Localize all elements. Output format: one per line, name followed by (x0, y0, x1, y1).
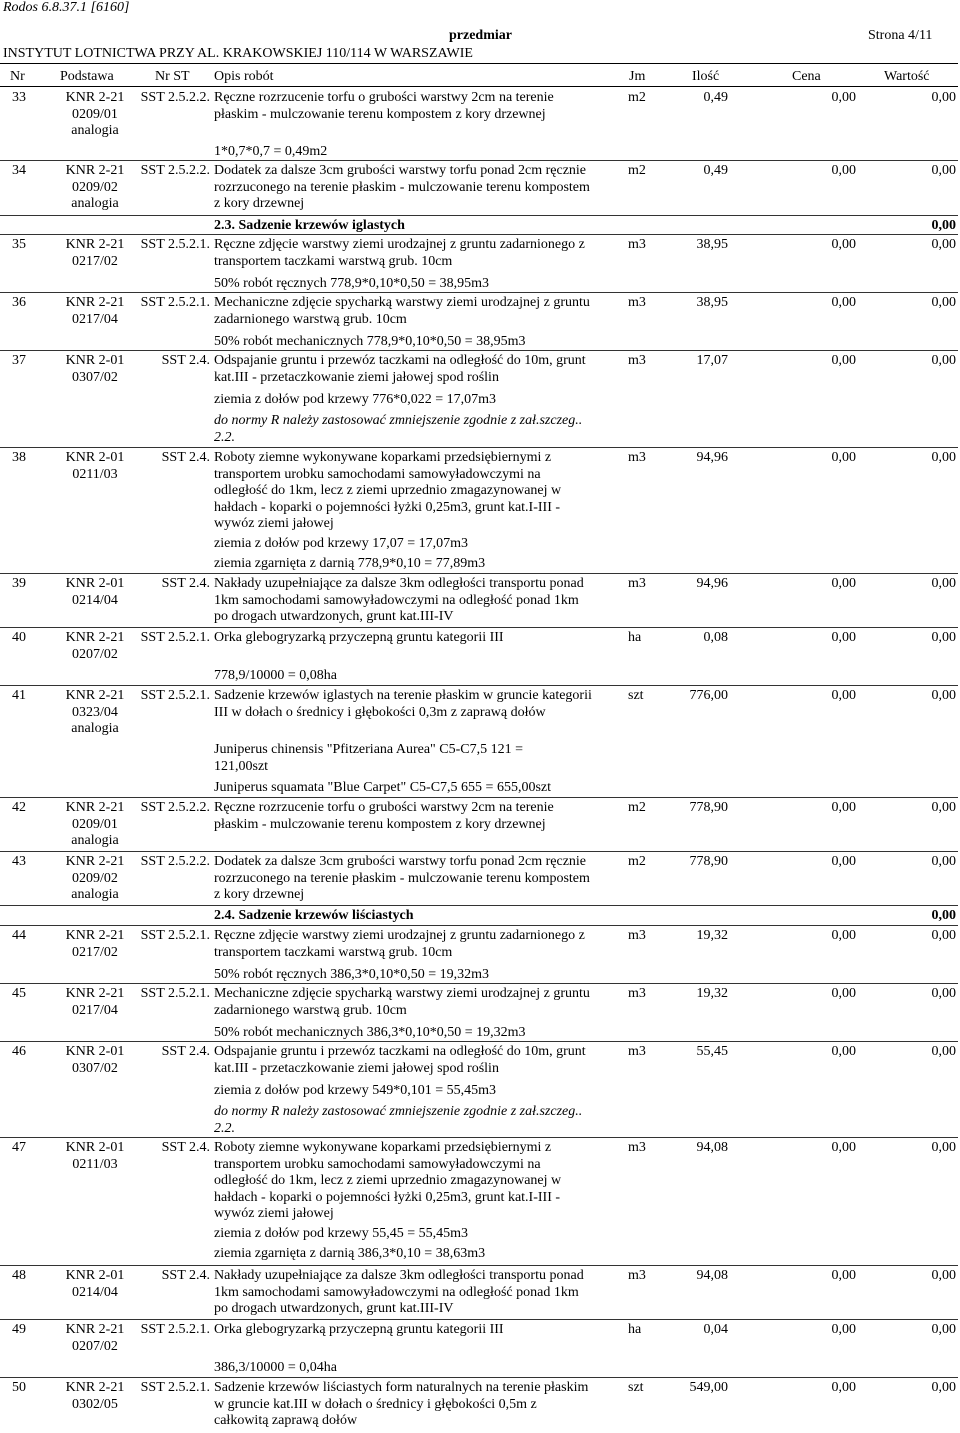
description-line: Dodatek za dalsze 3cm grubości warstwy torfu ponad 2cm ręcznie (214, 163, 587, 178)
quantity: 94,08 (696, 1140, 728, 1155)
col-wartosc: Wartość (884, 69, 930, 84)
value: 0,00 (931, 688, 956, 703)
basis-line: KNR 2-01 (65, 450, 125, 465)
item-number: 40 (12, 630, 26, 645)
description-line: Mechaniczne zdjęcie spycharką warstwy ziemi urodzajnej z gruntu (214, 295, 590, 310)
item-number: 37 (12, 353, 26, 368)
unit-price: 0,00 (831, 1268, 856, 1283)
basis-line: KNR 2-21 (65, 688, 125, 703)
norm-note-line: 2.2. (214, 1120, 235, 1136)
basis-line: KNR 2-21 (65, 90, 125, 105)
description-line: w gruncie kat.III w dołach o średnicy i głębokości 0,5m z (214, 1396, 537, 1412)
basis-line: 0307/02 (72, 369, 118, 385)
description-line: wywóz ziemi jałowej (214, 1206, 334, 1222)
description-line: zadarnionego warstwą grub. 10cm (214, 311, 407, 327)
quantity: 549,00 (689, 1380, 728, 1395)
description-line: po drogach utwardzonych, grunt kat.III-IV (214, 1301, 454, 1317)
value: 0,00 (931, 450, 956, 465)
value: 0,00 (931, 353, 956, 368)
spec-code: SST 2.5.2.2. (140, 854, 210, 869)
unit: m2 (628, 163, 646, 178)
row-divider (0, 1137, 958, 1138)
spec-code: SST 2.4. (161, 576, 210, 591)
unit: m3 (628, 576, 646, 591)
unit: m3 (628, 295, 646, 310)
spec-code: SST 2.5.2.1. (140, 928, 210, 943)
value: 0,00 (931, 630, 956, 645)
app-version: Rodos 6.8.37.1 [6160] (3, 0, 130, 15)
section-divider (0, 215, 958, 216)
description-line: transportem urobku samochodami samowyładowczymi na (214, 1156, 541, 1172)
quantity: 55,45 (696, 1044, 728, 1059)
unit: m3 (628, 353, 646, 368)
page-number: Strona 4/11 (868, 28, 933, 43)
unit: szt (628, 688, 644, 703)
unit-price: 0,00 (831, 1140, 856, 1155)
unit-price: 0,00 (831, 163, 856, 178)
quantity: 778,90 (689, 800, 728, 815)
description-line: hałdach - koparki o pojemności łyżki 0,25m3, grunt kat.I-III - (214, 499, 561, 515)
value: 0,00 (931, 1044, 956, 1059)
basis-line: 0207/02 (72, 1338, 118, 1354)
basis-line: analogia (71, 123, 119, 139)
calculation-line: ziemia z dołów pod krzewy 55,45 = 55,45m3 (214, 1226, 469, 1241)
quantity: 94,96 (696, 576, 728, 591)
unit-price: 0,00 (831, 353, 856, 368)
row-divider (0, 447, 958, 448)
row-divider (0, 685, 958, 686)
header-divider (0, 63, 958, 64)
description-line: wywóz ziemi jałowej (214, 516, 334, 532)
item-number: 48 (12, 1268, 26, 1283)
col-opis: Opis robót (214, 69, 274, 84)
basis-line: 0207/02 (72, 646, 118, 662)
description-line: Ręczne zdjęcie warstwy ziemi urodzajnej z gruntu zadarnionego z (214, 928, 585, 943)
description-line: transportem taczkami warstwą grub. 10cm (214, 944, 453, 960)
quantity: 0,49 (703, 163, 728, 178)
value: 0,00 (931, 1268, 956, 1283)
item-number: 44 (12, 928, 26, 943)
description-line: Orka glebogryzarką przyczepną gruntu kategorii III (214, 630, 504, 645)
description-line: z kory drzewnej (214, 196, 305, 212)
basis-line: 0217/04 (72, 311, 118, 327)
value: 0,00 (931, 1322, 956, 1337)
value: 0,00 (931, 237, 956, 252)
description-line: Dodatek za dalsze 3cm grubości warstwy torfu ponad 2cm ręcznie (214, 854, 587, 869)
basis-line: 0209/01 (72, 106, 118, 122)
unit: m2 (628, 854, 646, 869)
row-divider (0, 1377, 958, 1378)
calculation-line: ziemia z dołów pod krzewy 549*0,101 = 55,45m3 (214, 1083, 497, 1098)
basis-line: 0214/04 (72, 592, 118, 608)
spec-code: SST 2.4. (161, 1044, 210, 1059)
description-line: 1km samochodami samowyładowczymi na odległość ponad 1km (214, 592, 579, 608)
calculation-line: 50% robót mechanicznych 778,9*0,10*0,50 = 38,95m3 (214, 334, 526, 349)
description-line: Odspajanie gruntu i przewóz taczkami na odległość do 10m, grunt (214, 1044, 586, 1059)
institution-name: INSTYTUT LOTNICTWA PRZY AL. KRAKOWSKIEJ 110/114 W WARSZAWIE (3, 46, 473, 61)
spec-code: SST 2.5.2.1. (140, 295, 210, 310)
row-divider (0, 925, 958, 926)
row-divider (0, 160, 958, 161)
unit-price: 0,00 (831, 688, 856, 703)
calculation-line: ziemia zgarnięta z darnią 778,9*0,10 = 77,89m3 (214, 556, 486, 571)
calculation-line: 386,3/10000 = 0,04ha (214, 1360, 337, 1375)
unit-price: 0,00 (831, 1380, 856, 1395)
description-line: Ręczne rozrzucenie torfu o grubości warstwy 2cm na terenie (214, 90, 554, 105)
section-heading: 2.3. Sadzenie krzewów iglastych (214, 218, 405, 233)
basis-line: 0209/02 (72, 179, 118, 195)
description-line: odległość do 1km, lecz z ziemi uprzednio zmagazynowanej w (214, 1173, 562, 1189)
quantity: 778,90 (689, 854, 728, 869)
spec-code: SST 2.4. (161, 1268, 210, 1283)
description-line: transportem taczkami warstwą grub. 10cm (214, 253, 453, 269)
basis-line: 0217/02 (72, 253, 118, 269)
value: 0,00 (931, 1380, 956, 1395)
basis-line: KNR 2-21 (65, 800, 125, 815)
unit: m3 (628, 237, 646, 252)
basis-line: KNR 2-21 (65, 854, 125, 869)
spec-code: SST 2.5.2.2. (140, 90, 210, 105)
unit-price: 0,00 (831, 928, 856, 943)
calculation-line: Juniperus squamata "Blue Carpet" C5-C7,5 655 = 655,00szt (214, 780, 552, 795)
basis-line: KNR 2-21 (65, 1322, 125, 1337)
basis-line: 0302/05 (72, 1396, 118, 1412)
value: 0,00 (931, 90, 956, 105)
unit: m3 (628, 928, 646, 943)
quantity: 94,96 (696, 450, 728, 465)
description-line: rozrzuconego na terenie płaskim - mulczowanie terenu kompostem (214, 870, 590, 886)
unit-price: 0,00 (831, 800, 856, 815)
section-value: 0,00 (931, 908, 956, 923)
value: 0,00 (931, 928, 956, 943)
basis-line: KNR 2-21 (65, 986, 125, 1001)
basis-line: analogia (71, 833, 119, 849)
document-title: przedmiar (449, 28, 512, 43)
description-line: Mechaniczne zdjęcie spycharką warstwy ziemi urodzajnej z gruntu (214, 986, 590, 1001)
spec-code: SST 2.5.2.1. (140, 1322, 210, 1337)
quantity: 38,95 (696, 295, 728, 310)
description-line: po drogach utwardzonych, grunt kat.III-IV (214, 609, 454, 625)
spec-code: SST 2.4. (161, 450, 210, 465)
spec-code: SST 2.5.2.1. (140, 1380, 210, 1395)
norm-note-line: 2.2. (214, 429, 235, 445)
calculation-line: 121,00szt (214, 758, 269, 774)
unit: m3 (628, 986, 646, 1001)
basis-line: 0323/04 (72, 704, 118, 720)
quantity: 0,49 (703, 90, 728, 105)
calculation-line: 50% robót ręcznych 386,3*0,10*0,50 = 19,32m3 (214, 967, 490, 982)
row-divider (0, 292, 958, 293)
description-line: Ręczne zdjęcie warstwy ziemi urodzajnej z gruntu zadarnionego z (214, 237, 585, 252)
basis-line: KNR 2-21 (65, 163, 125, 178)
item-number: 43 (12, 854, 26, 869)
unit: szt (628, 1380, 644, 1395)
row-divider (0, 797, 958, 798)
description-line: odległość do 1km, lecz z ziemi uprzednio zmagazynowanej w (214, 483, 562, 499)
row-divider (0, 1265, 958, 1266)
section-heading: 2.4. Sadzenie krzewów liściastych (214, 908, 414, 923)
unit-price: 0,00 (831, 90, 856, 105)
col-ilosc: Ilość (692, 69, 720, 84)
item-number: 46 (12, 1044, 26, 1059)
calculation-line: ziemia z dołów pod krzewy 17,07 = 17,07m3 (214, 536, 469, 551)
unit: m3 (628, 1268, 646, 1283)
col-podstawa: Podstawa (60, 69, 114, 84)
calculation-line: ziemia z dołów pod krzewy 776*0,022 = 17,07m3 (214, 392, 497, 407)
basis-line: KNR 2-21 (65, 630, 125, 645)
spec-code: SST 2.5.2.1. (140, 630, 210, 645)
basis-line: KNR 2-01 (65, 1044, 125, 1059)
value: 0,00 (931, 163, 956, 178)
col-cena: Cena (792, 69, 821, 84)
row-divider (0, 234, 958, 235)
basis-line: 0209/02 (72, 870, 118, 886)
unit-price: 0,00 (831, 1044, 856, 1059)
row-divider (0, 573, 958, 574)
quantity: 38,95 (696, 237, 728, 252)
item-number: 50 (12, 1380, 26, 1395)
row-divider (0, 1041, 958, 1042)
item-number: 49 (12, 1322, 26, 1337)
section-value: 0,00 (931, 218, 956, 233)
unit-price: 0,00 (831, 237, 856, 252)
unit-price: 0,00 (831, 854, 856, 869)
basis-line: KNR 2-21 (65, 928, 125, 943)
columns-divider (0, 86, 958, 87)
item-number: 35 (12, 237, 26, 252)
item-number: 34 (12, 163, 26, 178)
description-line: całkowitą zaprawą dołów (214, 1413, 358, 1429)
description-line: z kory drzewnej (214, 887, 305, 903)
description-line: Nakłady uzupełniające za dalsze 3km odległości transportu ponad (214, 1268, 584, 1283)
unit-price: 0,00 (831, 576, 856, 591)
unit-price: 0,00 (831, 295, 856, 310)
basis-line: 0211/03 (72, 466, 118, 482)
basis-line: analogia (71, 721, 119, 737)
calculation-line: Juniperus chinensis "Pfitzeriana Aurea" C5-C7,5 121 = (214, 742, 523, 757)
spec-code: SST 2.4. (161, 1140, 210, 1155)
unit-price: 0,00 (831, 450, 856, 465)
description-line: Orka glebogryzarką przyczepną gruntu kategorii III (214, 1322, 504, 1337)
row-divider (0, 983, 958, 984)
spec-code: SST 2.5.2.1. (140, 688, 210, 703)
basis-line: analogia (71, 887, 119, 903)
value: 0,00 (931, 854, 956, 869)
value: 0,00 (931, 576, 956, 591)
description-line: Ręczne rozrzucenie torfu o grubości warstwy 2cm na terenie (214, 800, 554, 815)
description-line: Sadzenie krzewów liściastych form naturalnych na terenie płaskim (214, 1380, 589, 1395)
description-line: Odspajanie gruntu i przewóz taczkami na odległość do 10m, grunt (214, 353, 586, 368)
item-number: 39 (12, 576, 26, 591)
section-divider (0, 905, 958, 906)
description-line: kat.III - przetaczkowanie ziemi jałowej spod roślin (214, 1060, 499, 1076)
col-nr-st: Nr ST (155, 69, 190, 84)
basis-line: KNR 2-01 (65, 1268, 125, 1283)
basis-line: KNR 2-21 (65, 295, 125, 310)
col-jm: Jm (629, 69, 646, 84)
description-line: Nakłady uzupełniające za dalsze 3km odległości transportu ponad (214, 576, 584, 591)
value: 0,00 (931, 986, 956, 1001)
basis-line: 0211/03 (72, 1156, 118, 1172)
unit: m2 (628, 800, 646, 815)
quantity: 0,04 (703, 1322, 728, 1337)
description-line: III w dołach o średnicy i głębokości 0,3m z zaprawą dołów (214, 704, 546, 720)
unit-price: 0,00 (831, 986, 856, 1001)
basis-line: KNR 2-01 (65, 353, 125, 368)
item-number: 38 (12, 450, 26, 465)
row-divider (0, 350, 958, 351)
basis-line: 0214/04 (72, 1284, 118, 1300)
quantity: 17,07 (696, 353, 728, 368)
unit: m2 (628, 90, 646, 105)
basis-line: KNR 2-01 (65, 576, 125, 591)
value: 0,00 (931, 800, 956, 815)
calculation-line: 50% robót mechanicznych 386,3*0,10*0,50 = 19,32m3 (214, 1025, 526, 1040)
calculation-line: ziemia zgarnięta z darnią 386,3*0,10 = 38,63m3 (214, 1246, 486, 1261)
basis-line: KNR 2-21 (65, 1380, 125, 1395)
unit-price: 0,00 (831, 1322, 856, 1337)
description-line: transportem urobku samochodami samowyładowczymi na (214, 466, 541, 482)
unit: m3 (628, 450, 646, 465)
spec-code: SST 2.5.2.1. (140, 986, 210, 1001)
value: 0,00 (931, 295, 956, 310)
description-line: Roboty ziemne wykonywane koparkami przedsiębiernymi z (214, 1140, 552, 1155)
item-number: 45 (12, 986, 26, 1001)
quantity: 0,08 (703, 630, 728, 645)
basis-line: 0217/02 (72, 944, 118, 960)
quantity: 776,00 (689, 688, 728, 703)
value: 0,00 (931, 1140, 956, 1155)
basis-line: 0307/02 (72, 1060, 118, 1076)
spec-code: SST 2.5.2.2. (140, 163, 210, 178)
basis-line: 0209/01 (72, 816, 118, 832)
spec-code: SST 2.5.2.1. (140, 237, 210, 252)
item-number: 33 (12, 90, 26, 105)
description-line: 1km samochodami samowyładowczymi na odległość ponad 1km (214, 1284, 579, 1300)
description-line: rozrzuconego na terenie płaskim - mulczowanie terenu kompostem (214, 179, 590, 195)
item-number: 36 (12, 295, 26, 310)
calculation-line: 1*0,7*0,7 = 0,49m2 (214, 144, 328, 159)
calculation-line: 778,9/10000 = 0,08ha (214, 668, 337, 683)
col-nr: Nr (10, 69, 25, 84)
basis-line: KNR 2-01 (65, 1140, 125, 1155)
description-line: kat.III - przetaczkowanie ziemi jałowej spod roślin (214, 369, 499, 385)
description-line: Roboty ziemne wykonywane koparkami przedsiębiernymi z (214, 450, 552, 465)
spec-code: SST 2.5.2.2. (140, 800, 210, 815)
quantity: 94,08 (696, 1268, 728, 1283)
quantity: 19,32 (696, 928, 728, 943)
unit: ha (628, 630, 642, 645)
description-line: hałdach - koparki o pojemności łyżki 0,25m3, grunt kat.I-III - (214, 1189, 561, 1205)
row-divider (0, 1319, 958, 1320)
item-number: 47 (12, 1140, 26, 1155)
basis-line: 0217/04 (72, 1002, 118, 1018)
basis-line: KNR 2-21 (65, 237, 125, 252)
quantity: 19,32 (696, 986, 728, 1001)
basis-line: analogia (71, 196, 119, 212)
description-line: płaskim - mulczowanie terenu kompostem z kory drzewnej (214, 816, 546, 832)
description-line: płaskim - mulczowanie terenu kompostem z kory drzewnej (214, 106, 546, 122)
unit: m3 (628, 1044, 646, 1059)
norm-note-line: do normy R należy zastosować zmniejszenie zgodnie z zał.szczeg.. (214, 1104, 583, 1119)
row-divider (0, 627, 958, 628)
item-number: 42 (12, 800, 26, 815)
unit-price: 0,00 (831, 630, 856, 645)
unit: m3 (628, 1140, 646, 1155)
row-divider (0, 851, 958, 852)
spec-code: SST 2.4. (161, 353, 210, 368)
unit: ha (628, 1322, 642, 1337)
item-number: 41 (12, 688, 26, 703)
norm-note-line: do normy R należy zastosować zmniejszenie zgodnie z zał.szczeg.. (214, 413, 583, 428)
description-line: Sadzenie krzewów iglastych na terenie płaskim w gruncie kategorii (214, 688, 592, 703)
calculation-line: 50% robót ręcznych 778,9*0,10*0,50 = 38,95m3 (214, 276, 490, 291)
description-line: zadarnionego warstwą grub. 10cm (214, 1002, 407, 1018)
